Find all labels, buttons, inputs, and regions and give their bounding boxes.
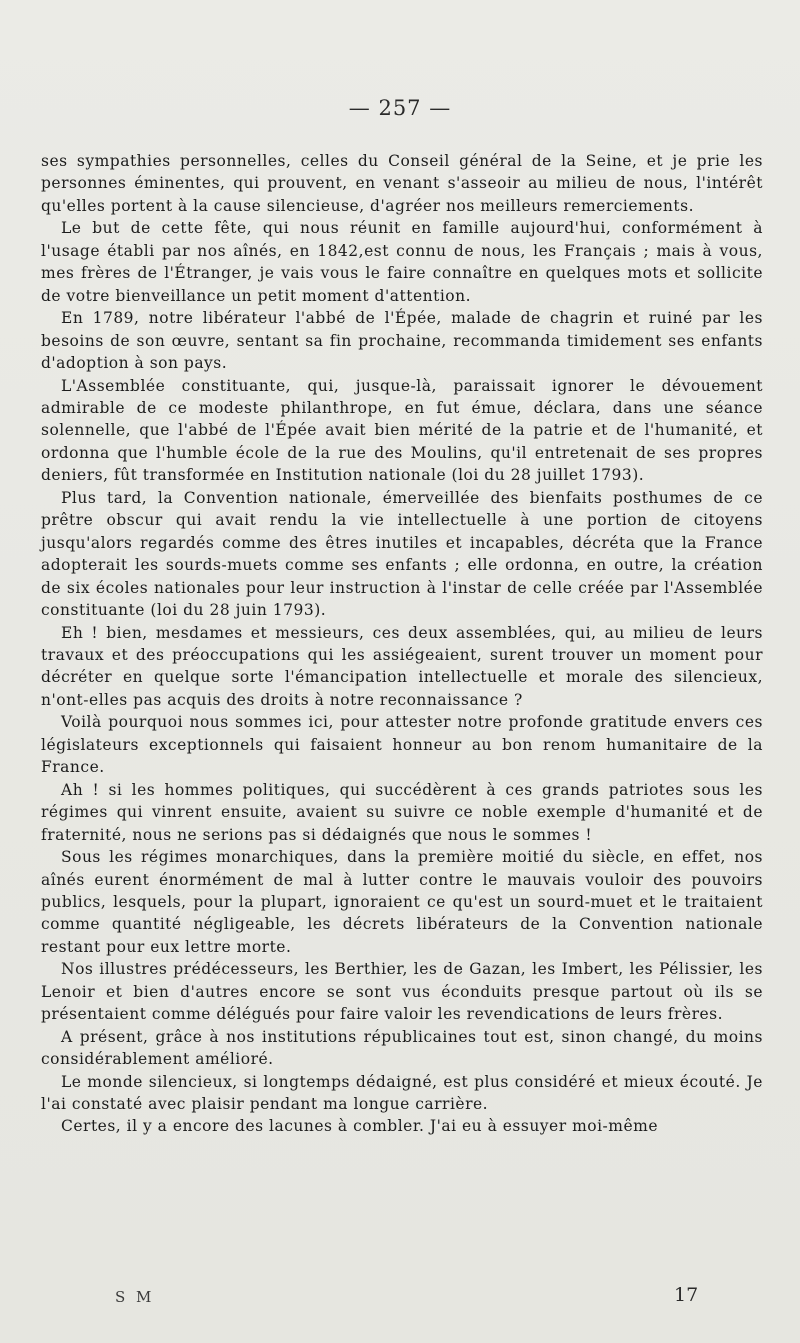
- paragraph: L'Assemblée constituante, qui, jusque-là, paraissait ignorer le dévouement admirable de ce modeste philanthrope, en fut émue, déclara, dans une séance solennelle, que l'abbé de l'Épée avait bien mérité de la patrie et de l'humanité, et ordonna que l'humble école de la rue des Moulins, qu'il entretenait de ses propres deniers, fût transformée en Institution nationale (loi du 28 juillet 1793).: [41, 376, 763, 485]
- signature-number: 17: [674, 1284, 699, 1306]
- signature-mark: S M: [115, 1288, 155, 1306]
- paragraph: ses sympathies personnelles, celles du Conseil général de la Seine, et je prie les personnes éminentes, qui prouvent, en venant s'asseoir au milieu de nous, l'intérêt qu'elles portent à la cause silencieuse, d'agréer nos meilleurs remerciements.: [41, 152, 763, 215]
- paragraph: Certes, il y a encore des lacunes à combler. J'ai eu à essuyer moi-même: [61, 1117, 659, 1136]
- body-text: [41, 150, 763, 1138]
- paragraph: Sous les régimes monarchiques, dans la première moitié du siècle, en effet, nos aînés eurent énormément de mal à lutter contre le mauvais vouloir des pouvoirs publics, lesquels, pour la plupart, ignoraient ce qu'est un sourd-muet et le traitaient comme quantité négligeable, les décrets libérateurs de la Convention nationale restant pour eux lettre morte.: [41, 848, 763, 956]
- paragraph: Le monde silencieux, si longtemps dédaigné, est plus considéré et mieux écouté. Je l'ai constaté avec plaisir pendant ma longue carrière.: [41, 1072, 763, 1114]
- paragraph: Voilà pourquoi nous sommes ici, pour attester notre profonde gratitude envers ces législateurs exceptionnels qui faisaient honneur au bon renom humanitaire de la France.: [41, 713, 763, 777]
- paragraph: A présent, grâce à nos institutions républicaines tout est, sinon changé, du moins considérablement amélioré.: [41, 1027, 763, 1069]
- page-number: — 257 —: [348, 96, 452, 120]
- paragraph: Plus tard, la Convention nationale, émerveillée des bienfaits posthumes de ce prêtre obscur qui avait rendu la vie intellectuelle à une portion de citoyens jusqu'alors regardés comme des êtres inutiles et incapables, décréta que la France adopterait les sourds-muets comme ses enfants ; elle ordonna, en outre, la création de six écoles nationales pour leur instruction à l'instar de celle créée par l'Assemblée constituante (loi du 28 juin 1793).: [41, 488, 763, 620]
- paragraph: Eh ! bien, mesdames et messieurs, ces deux assemblées, qui, au milieu de leurs travaux et des préoccupations qui les assiégeaient, surent trouver un moment pour décréter en quelque sorte l'émancipation intellectuelle et morale des silencieux, n'ont-elles pas acquis des droits à notre reconnaissance ?: [41, 623, 763, 709]
- paragraph: Nos illustres prédécesseurs, les Berthier, les de Gazan, les Imbert, les Pélissier, les Lenoir et bien d'autres encore se sont vus éconduits presque partout où ils se présentaient comme délégués pour faire valoir les revendications de leurs frères.: [41, 960, 763, 1024]
- paragraph: Le but de cette fête, qui nous réunit en famille aujourd'hui, conformément à l'usage établi par nos aînés, en 1842,est connu de nous, les Français ; mais à vous, mes frères de l'Étranger, je vais vous le faire connaître en quelques mots et sollicite de votre bienveillance un petit moment d'attention.: [41, 219, 763, 305]
- paragraph: En 1789, notre libérateur l'abbé de l'Épée, malade de chagrin et ruiné par les besoins de son œuvre, sentant sa fin prochaine, recommanda timidement ses enfants d'adoption à son pays.: [41, 309, 763, 373]
- paragraph: Ah ! si les hommes politiques, qui succédèrent à ces grands patriotes sous les régimes qui vinrent ensuite, avaient su suivre ce noble exemple d'humanité et de fraternité, nous ne serions pas si dédaignés que nous le sommes !: [41, 780, 763, 844]
